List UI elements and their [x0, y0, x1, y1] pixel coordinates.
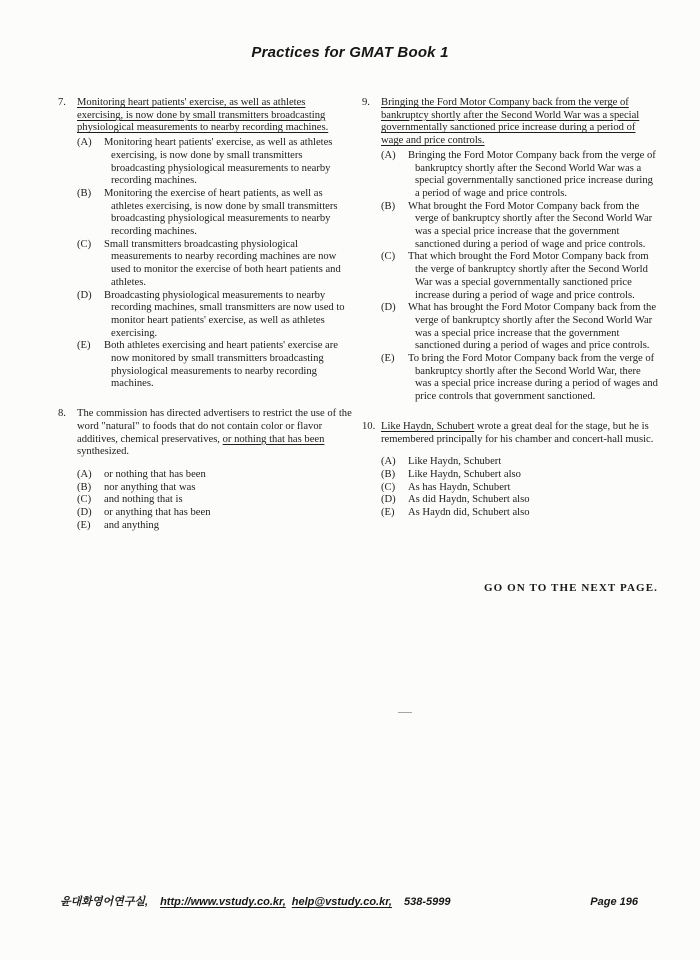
option-label: (A) — [381, 149, 396, 161]
footer-website-url: http://www.vstudy.co.kr, — [160, 896, 286, 908]
answer-option-d — [381, 302, 658, 353]
question-8-stem-underlined: or nothing that has been — [222, 433, 325, 445]
question-8-number: 8. — [58, 408, 66, 420]
question-10-stem — [362, 421, 658, 446]
option-text: What brought the Ford Motor Company back from the verge of bankruptcy shortly after the Second World War was a special price increase that the government sanctioned during a period of wage and price controls. — [408, 200, 653, 250]
option-text: Small transmitters broadcasting physiological measurements to nearby recording machines are now used to monitor the exercise of both heart patients and athletes. — [104, 238, 341, 288]
option-label: (D) — [381, 494, 396, 506]
option-label: (E) — [381, 507, 395, 519]
option-label: (B) — [77, 481, 92, 493]
option-label: (C) — [77, 238, 92, 250]
answer-option-c — [381, 251, 658, 302]
option-text: Both athletes exercising and heart patients' exercise are now monitored by small transmitters broadcasting physiological measurements to nearby recording machines. — [104, 340, 338, 390]
option-label: (D) — [381, 302, 396, 314]
option-label: (B) — [77, 187, 92, 199]
answer-option-b — [77, 482, 354, 495]
question-10-number: 10. — [362, 420, 376, 432]
question-10-options — [362, 456, 658, 520]
option-label: (E) — [77, 519, 91, 531]
scan-artifact-mark — [398, 712, 412, 715]
answer-option-c — [77, 494, 354, 507]
question-10-stem-underlined: Like Haydn, Schubert — [381, 420, 475, 432]
question-7-number: 7. — [58, 97, 66, 108]
answer-option-a — [77, 137, 354, 188]
page-footer — [60, 893, 638, 909]
option-text: nor anything that was — [104, 481, 196, 493]
question-7-options — [58, 137, 354, 391]
question-9-stem-text: Bringing the Ford Motor Company back from the verge of bankruptcy shortly after the Second World War was a special governmentally sanctioned price increase during a period of wage and price controls. — [381, 97, 640, 147]
answer-option-c — [77, 239, 354, 290]
footer-institute-name: 윤대화영어연구실, — [60, 896, 149, 908]
answer-option-d — [381, 494, 658, 507]
option-text: Broadcasting physiological measurements to nearby recording machines, small transmitters are now used to monitor heart patients' exercise, as well as athletes exercising. — [104, 289, 345, 339]
answer-option-e — [381, 353, 658, 404]
option-label: (D) — [77, 289, 92, 301]
option-label: (A) — [381, 456, 396, 468]
answer-option-b — [381, 469, 658, 482]
question-9-number: 9. — [362, 97, 370, 108]
option-text: As has Haydn, Schubert — [408, 481, 511, 493]
option-text: Bringing the Ford Motor Company back from the verge of bankruptcy shortly after the Second World War was a special governmentally sanctioned price increase during a period of wage and price controls. — [408, 149, 656, 199]
option-label: (C) — [381, 481, 396, 493]
answer-option-a — [381, 456, 658, 469]
question-10 — [362, 421, 658, 520]
option-text: That which brought the Ford Motor Company back from the verge of bankruptcy shortly after the Second World War was a special governmentally sanctioned price increase during a period of wage and price controls. — [408, 251, 649, 301]
question-9-options — [362, 150, 658, 404]
option-label: (E) — [77, 340, 91, 352]
answer-option-d — [77, 290, 354, 341]
answer-option-a — [381, 150, 658, 201]
option-text: As did Haydn, Schubert also — [408, 494, 530, 506]
option-label: (A) — [77, 468, 92, 480]
option-text: What has brought the Ford Motor Company back from the verge of bankruptcy shortly after the Second World War was a special price increase that the government sanctioned during a period of wages and price controls. — [408, 302, 657, 352]
two-column-body — [58, 97, 658, 595]
option-text: or anything that has been — [104, 507, 211, 519]
answer-option-e — [77, 340, 354, 391]
answer-option-e — [77, 520, 354, 533]
question-9-stem — [362, 97, 658, 148]
answer-option-e — [381, 507, 658, 520]
question-7-stem-text: Monitoring heart patients' exercise, as well as athletes exercising, is now done by small transmitters broadcasting physiological measurements to nearby recording machines. — [77, 97, 329, 134]
option-text: or nothing that has been — [104, 468, 206, 480]
option-text: Like Haydn, Schubert — [408, 456, 502, 468]
answer-option-b — [77, 188, 354, 239]
answer-option-d — [77, 507, 354, 520]
page-title: Practices for GMAT Book 1 — [251, 44, 449, 61]
question-9 — [362, 97, 658, 404]
option-label: (C) — [77, 494, 92, 506]
option-label: (A) — [77, 137, 92, 149]
option-text: Monitoring heart patients' exercise, as well as athletes exercising, is now done by small transmitters broadcasting physiological measurements to nearby recording machines. — [104, 137, 333, 187]
question-8-stem-post: synthesized. — [77, 446, 130, 458]
option-label: (B) — [381, 200, 396, 212]
option-text: Like Haydn, Schubert also — [408, 468, 521, 480]
column-left — [58, 97, 354, 595]
footer-phone-number: 538-5999 — [403, 896, 451, 908]
question-8-stem-pre: The commission has directed advertisers to restrict the use of the word "natural" to foods that do not contain color or flavor additives, chemical preservatives, — [77, 408, 352, 445]
option-label: (B) — [381, 468, 396, 480]
answer-option-a — [77, 469, 354, 482]
question-7-stem — [58, 97, 354, 135]
option-text: As Haydn did, Schubert also — [408, 507, 530, 519]
option-label: (E) — [381, 353, 395, 365]
column-right — [362, 97, 658, 595]
option-text: and nothing that is — [104, 494, 183, 506]
answer-option-b — [381, 201, 658, 252]
option-text: Monitoring the exercise of heart patients, as well as athletes exercising, is now done by small transmitters broadcasting physiological measurements to nearby recording machines. — [104, 187, 338, 238]
question-8-options — [58, 469, 354, 533]
option-label: (C) — [381, 251, 396, 263]
answer-option-c — [381, 482, 658, 495]
question-8-stem — [58, 408, 354, 459]
question-7 — [58, 97, 354, 391]
footer-email-address: help@vstudy.co.kr, — [291, 896, 392, 908]
option-text: To bring the Ford Motor Company back from the verge of bankruptcy shortly after the Second World War, there was a special price increase during a period of wages and price controls that government sanctioned. — [408, 353, 658, 403]
question-8 — [58, 408, 354, 532]
question-10-stem-post: wrote a great deal for the stage, but he is remembered principally for his chamber and concert-hall music. — [381, 420, 654, 445]
footer-page-number: Page 196 — [590, 896, 638, 908]
go-on-next-page-text: GO ON TO THE NEXT PAGE. — [483, 581, 658, 594]
option-label: (D) — [77, 507, 92, 519]
option-text: and anything — [104, 519, 160, 531]
